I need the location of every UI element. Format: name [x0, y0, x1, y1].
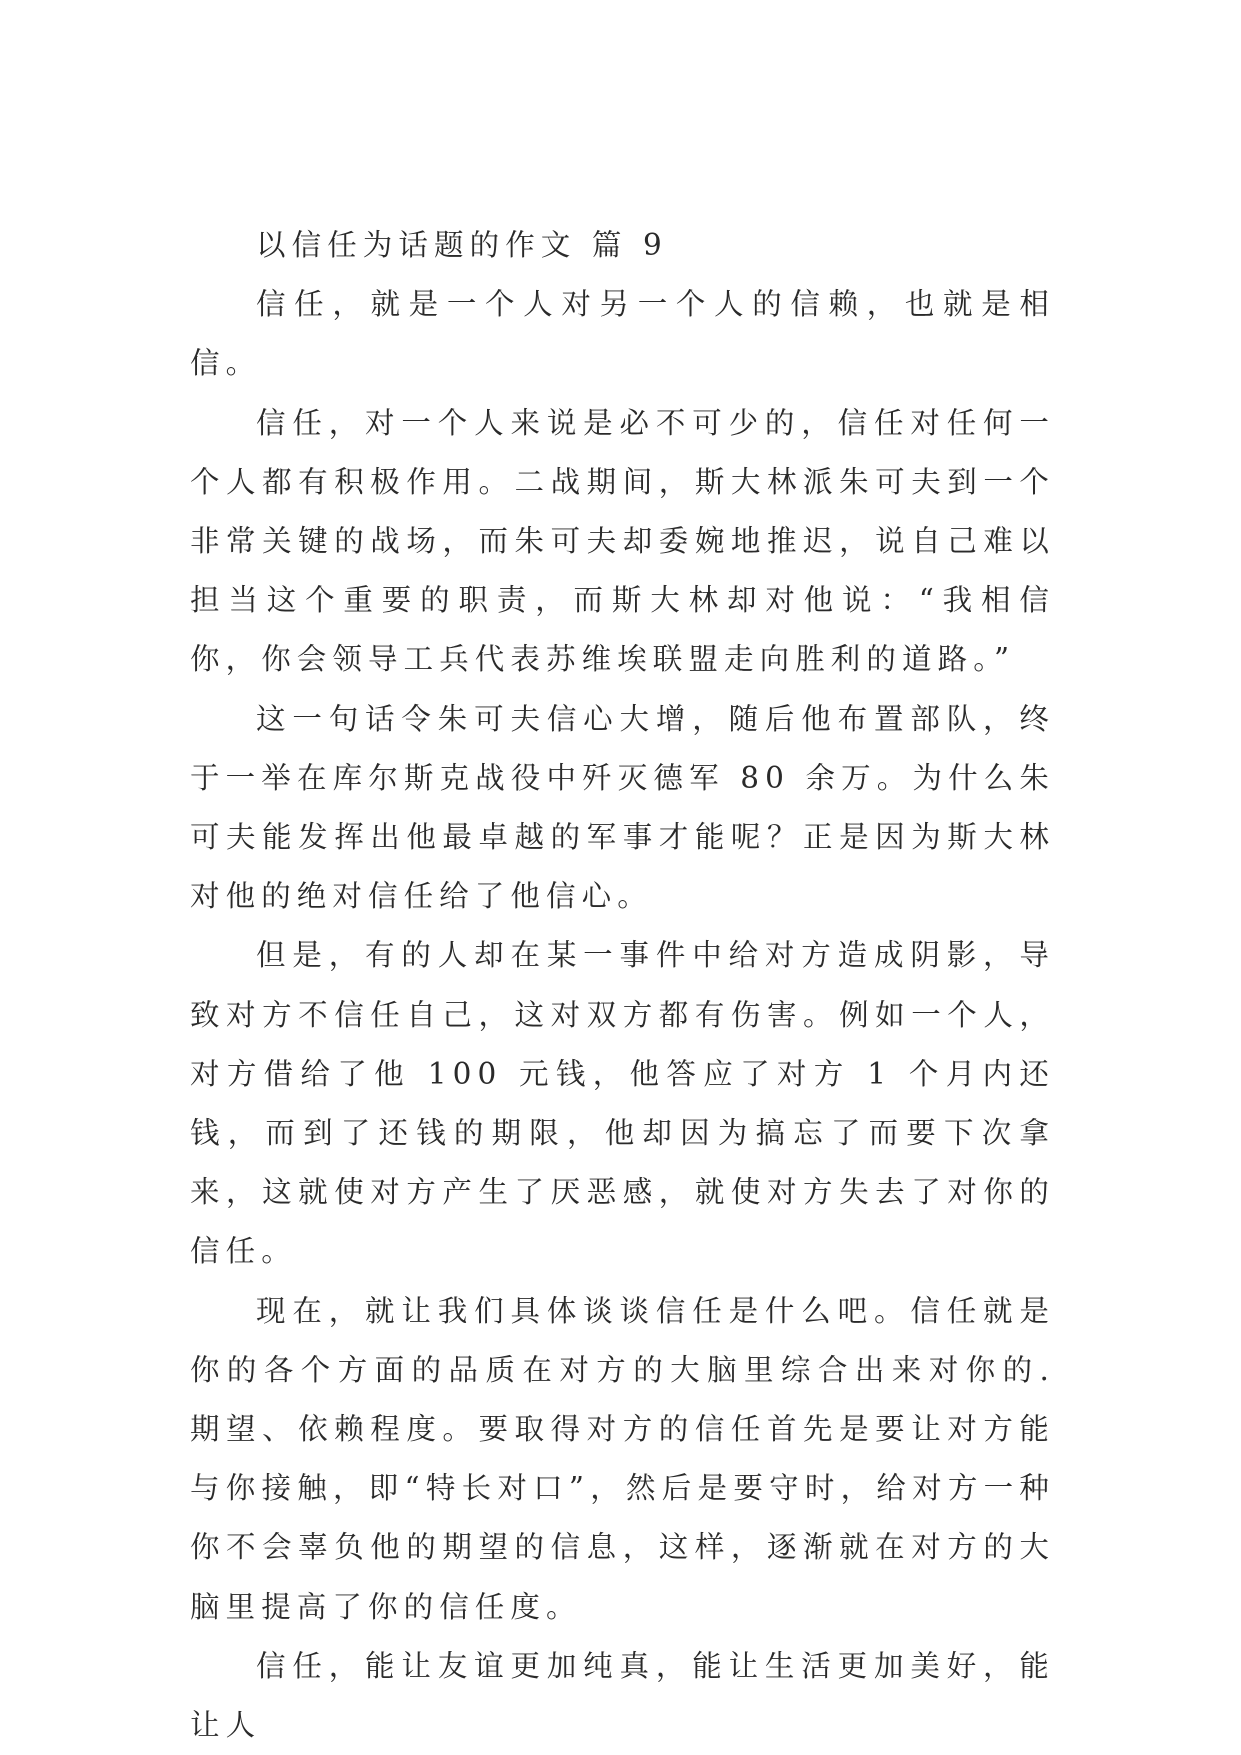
- paragraph-2: 信任，对一个人来说是必不可少的，信任对任何一个人都有积极作用。二战期间，斯大林派朱可夫到一个非常关键的战场，而朱可夫却委婉地推迟，说自己难以担当这个重要的职责，而斯大林却对他说：“我相信你，你会领导工兵代表苏维埃联盟走向胜利的道路。”: [190, 405, 1055, 677]
- essay-title: 以信任为话题的作文 篇 9: [256, 228, 668, 262]
- paragraph-1: 信任，就是一个人对另一个人的信赖，也就是相信。: [190, 287, 1055, 381]
- document-body: [190, 216, 1055, 1755]
- paragraph-5: 现在，就让我们具体谈谈信任是什么吧。信任就是你的各个方面的品质在对方的大脑里综合出来对你的.期望、依赖程度。要取得对方的信任首先是要让对方能与你接触，即“特长对口”，然后是要守时，给对方一种你不会辜负他的期望的信息，这样，逐渐就在对方的大脑里提高了你的信任度。: [190, 1293, 1055, 1624]
- paragraph-4: 但是，有的人却在某一事件中给对方造成阴影，导致对方不信任自己，这对双方都有伤害。例如一个人，对方借给了他 100 元钱，他答应了对方 1 个月内还钱，而到了还钱的期限，他却因为搞忘了而要下次拿来，这就使对方产生了厌恶感，就使对方失去了对你的信任。: [190, 938, 1055, 1269]
- paragraph-3: 这一句话令朱可夫信心大增，随后他布置部队，终于一举在库尔斯克战役中歼灭德军 80 余万。为什么朱可夫能发挥出他最卓越的军事才能呢？正是因为斯大林对他的绝对信任给了他信心。: [190, 701, 1055, 914]
- paragraph-6: 信任，能让友谊更加纯真，能让生活更加美好，能让人: [190, 1648, 1055, 1743]
